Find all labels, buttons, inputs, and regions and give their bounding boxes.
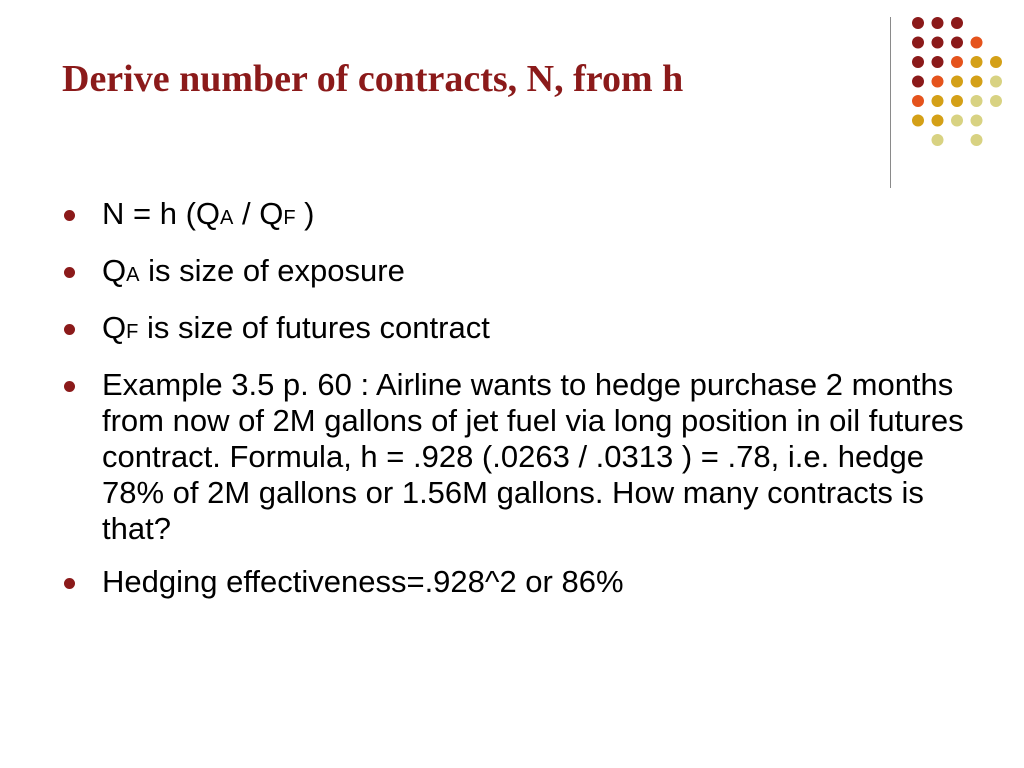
decorative-dot (971, 37, 983, 49)
decorative-dot (990, 76, 1002, 88)
decorative-dot (912, 76, 924, 88)
decorative-dot (971, 76, 983, 88)
slide-title: Derive number of contracts, N, from h (62, 58, 684, 100)
subscript: F (283, 207, 296, 229)
decorative-dot (951, 37, 963, 49)
decorative-dot (932, 37, 944, 49)
bullet-dot-icon (64, 210, 75, 221)
decorative-dot (971, 134, 983, 146)
bullet-item (62, 310, 982, 350)
bullet-dot-icon (64, 324, 75, 335)
bullet-item (62, 367, 982, 547)
decorative-dot (912, 56, 924, 68)
decorative-dot (932, 115, 944, 127)
bullet-item (62, 253, 982, 293)
bullet-dot-icon (64, 381, 75, 392)
bullet-text: Example 3.5 p. 60 : Airline wants to hedge purchase 2 months from now of 2M gallons of jet fuel via long position in oil futures contract. Formula, h = .928 (.0263 / .0313 ) = .78, i.e. hedge 78% of 2M gallons or 1.56M gallons. How many contracts is that? (102, 367, 964, 546)
decorative-dot (932, 17, 944, 29)
decorative-dot (990, 56, 1002, 68)
bullet-text: is size of exposure (139, 253, 405, 288)
decorative-dot (971, 115, 983, 127)
decorative-dot (951, 95, 963, 107)
bullet-text: is size of futures contract (138, 310, 490, 345)
bullet-dot-icon (64, 578, 75, 589)
bullet-text: Q (102, 310, 127, 345)
bullet-dot-icon (64, 267, 75, 278)
bullet-item (62, 564, 982, 600)
decorative-dot (912, 115, 924, 127)
subscript: A (220, 207, 234, 229)
decorative-dot (912, 37, 924, 49)
decorative-dot (932, 56, 944, 68)
decorative-dot (932, 95, 944, 107)
decorative-dot (932, 76, 944, 88)
decorative-dot (912, 17, 924, 29)
decorative-dot (990, 95, 1002, 107)
decorative-dot (951, 17, 963, 29)
subscript: F (126, 321, 139, 343)
bullet-list (62, 196, 982, 617)
decorative-dot (912, 95, 924, 107)
decorative-dot (971, 95, 983, 107)
bullet-item (62, 196, 982, 236)
decorative-dot (932, 134, 944, 146)
decorative-dot (951, 76, 963, 88)
formula-text: N = h (Q (102, 196, 221, 231)
bullet-text: Hedging effectiveness=.928^2 or 86% (102, 564, 624, 599)
formula-text: ) (295, 196, 315, 231)
decorative-dot (951, 56, 963, 68)
decorative-dot-grid (0, 0, 1024, 200)
decorative-dot (971, 56, 983, 68)
bullet-text: Q (102, 253, 127, 288)
decorative-dot (951, 115, 963, 127)
formula-text: / Q (233, 196, 284, 231)
subscript: A (126, 264, 140, 286)
